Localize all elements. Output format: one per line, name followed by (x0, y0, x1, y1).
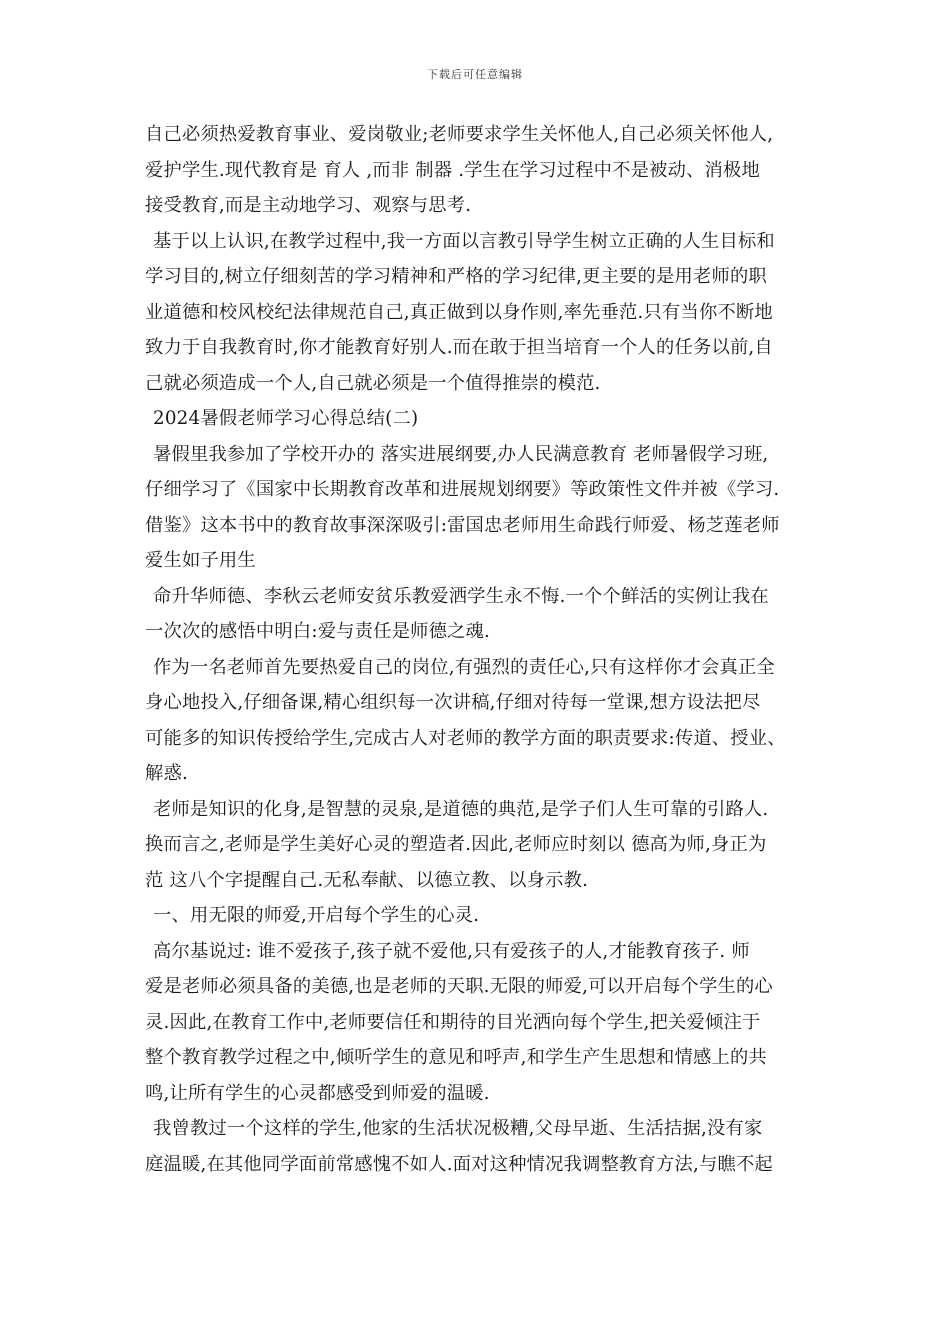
text-line: 自己必须热爱教育事业、爱岗敬业;老师要求学生关怀他人,自己必须关怀他人, (145, 124, 774, 145)
text-line: 己就必须造成一个人,自己就必须是一个值得推崇的模范. (145, 372, 601, 394)
text-line: 范 这八个字提醒自己.无私奉献、以德立教、以身示教. (145, 869, 589, 891)
text-line: 爱是老师必须具备的美德,也是老师的天职.无限的师爱,可以开启每个学生的心 (145, 976, 773, 997)
text-line: 身心地投入,仔细备课,精心组织每一次讲稿,仔细对待每一堂课,想方设法把尽 (145, 692, 761, 713)
text-line: 致力于自我教育时,你才能教育好别人.而在敢于担当培育一个人的任务以前,自 (145, 337, 773, 358)
text-line: 借鉴》这本书中的教育故事深深吸引:雷国忠老师用生命践行师爱、杨芝莲老师 (145, 514, 780, 536)
text-line: 解惑. (145, 763, 188, 784)
text-line: 业道德和校风校纪法律规范自己,真正做到以身作则,率先垂范.只有当你不断地 (145, 301, 773, 323)
text-line: 灵.因此,在教育工作中,老师要信任和期待的目光洒向每个学生,把关爱倾注于 (145, 1011, 761, 1033)
text-line: 老师是知识的化身,是智慧的灵泉,是道德的典范,是学子们人生可靠的引路人. (153, 798, 769, 820)
text-line: 高尔基说过: 谁不爱孩子,孩子就不爱他,只有爱孩子的人,才能教育孩子. 师 (153, 940, 750, 962)
text-line: 仔细学习了《国家中长期教育改革和进展规划纲要》等政策性文件并被《学习. (145, 479, 780, 500)
document-body (145, 117, 825, 1182)
text-line: 命升华师德、李秋云老师安贫乐教爱洒学生永不悔.一个个鲜活的实例让我在 (153, 585, 769, 607)
text-line: 学习目的,树立仔细刻苦的学习精神和严格的学习纪律,更主要的是用老师的职 (145, 266, 767, 287)
page-header: 下载后可任意编辑 (427, 68, 523, 81)
text-line: 接受教育,而是主动地学习、观察与思考. (145, 195, 472, 216)
text-line: 作为一名老师首先要热爱自己的岗位,有强烈的责任心,只有这样你才会真正全 (153, 656, 775, 678)
text-line: 一、用无限的师爱,开启每个学生的心灵. (153, 905, 480, 926)
text-line: 一次次的感悟中明白:爱与责任是师德之魂. (145, 621, 491, 642)
text-line: 换而言之,老师是学生美好心灵的塑造者.因此,老师应时刻以 德高为师,身正为 (145, 834, 767, 855)
text-line: 暑假里我参加了学校开办的 落实进展纲要,办人民满意教育 老师暑假学习班, (153, 443, 769, 465)
text-line: 我曾教过一个这样的学生,他家的生活状况极糟,父母早逝、生活拮据,没有家 (153, 1118, 763, 1139)
text-line: 爱生如子用生 (145, 550, 256, 571)
text-line: 爱护学生.现代教育是 育人 ,而非 制器 .学生在学习过程中不是被动、消极地 (145, 159, 760, 181)
text-line: 整个教育教学过程之中,倾听学生的意见和呼声,和学生产生思想和情感上的共 (145, 1047, 767, 1068)
text-line: 庭温暖,在其他同学面前常感愧不如人.面对这种情况我调整教育方法,与瞧不起 (145, 1153, 773, 1175)
text-line: 基于以上认识,在教学过程中,我一方面以言教引导学生树立正确的人生目标和 (153, 230, 775, 252)
text-line: 鸣,让所有学生的心灵都感受到师爱的温暖. (145, 1082, 490, 1104)
text-line: 可能多的知识传授给学生,完成古人对老师的教学方面的职责要求:传道、授业、 (145, 727, 786, 749)
text-line: 2024暑假老师学习心得总结(二) (153, 408, 419, 429)
